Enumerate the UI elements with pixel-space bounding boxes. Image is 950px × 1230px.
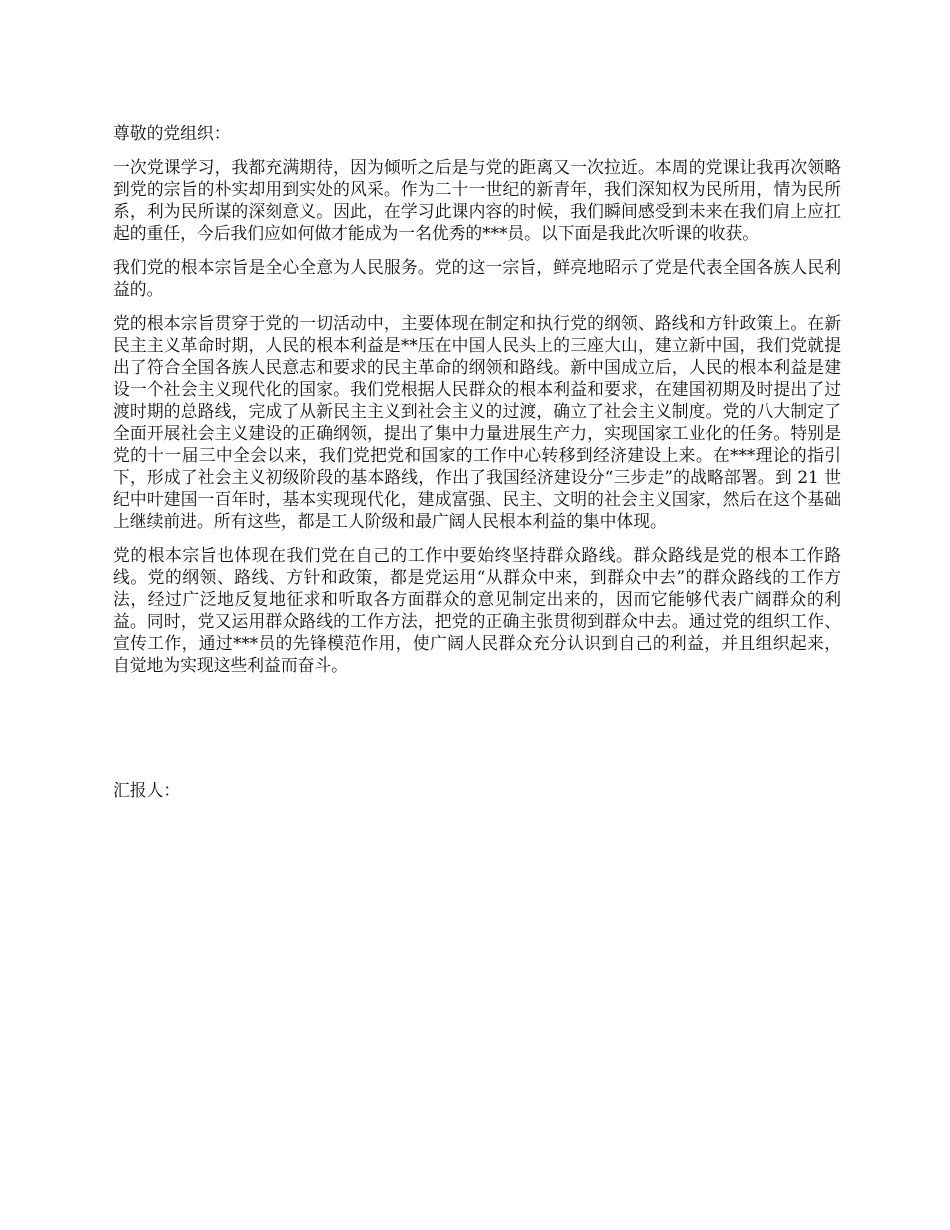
paragraph-history: 党的根本宗旨贯穿于党的一切活动中，主要体现在制定和执行党的纲领、路线和方针政策上。在新民主主义革命时期，人民的根本利益是**压在中国人民头上的三座大山，建立新中国，我们党就提出了符合全国各族人民意志和要求的民主革命的纲领和路线。新中国成立后，人民的根本利益是建设一个社会主义现代化的国家。我们党根据人民群众的根本利益和要求，在建国初期及时提出了过渡时期的总路线，完成了从新民主主义到社会主义的过渡，确立了社会主义制度。党的八大制定了全面开展社会主义建设的正确纲领，提出了集中力量进展生产力，实现国家工业化的任务。特别是党的十一届三中全会以来，我们党把党和国家的工作中心转移到经济建设上来。在***理论的指引下，形成了社会主义初级阶段的基本路线，作出了我国经济建设分“三步走”的战略部署。到 21 世纪中叶建国一百年时，基本实现现代化，建成富强、民主、文明的社会主义国家，然后在这个基础上继续前进。所有这些，都是工人阶级和最广阔人民根本利益的集中体现。: [113, 313, 841, 531]
paragraph-intro: 一次党课学习，我都充满期待，因为倾听之后是与党的距离又一次拉近。本周的党课让我再次领略到党的宗旨的朴实却用到实处的风采。作为二十一世纪的新青年，我们深知权为民所用，情为民所系，利为民所谋的深刻意义。因此，在学习此课内容的时候，我们瞬间感受到未来在我们肩上应扛起的重任，今后我们应如何做才能成为一名优秀的***员。以下面是我此次听课的收获。: [113, 157, 841, 243]
paragraph-purpose: 我们党的根本宗旨是全心全意为人民服务。党的这一宗旨，鲜亮地昭示了党是代表全国各族人民利益的。: [113, 257, 841, 299]
signature-line: 汇报人：: [113, 780, 181, 800]
paragraph-mass-line: 党的根本宗旨也体现在我们党在自己的工作中要始终坚持群众路线。群众路线是党的根本工作路线。党的纲领、路线、方针和政策，都是党运用“从群众中来，到群众中去”的群众路线的工作方法，经过广泛地反复地征求和听取各方面群众的意见制定出来的，因而它能够代表广阔群众的利益。同时，党又运用群众路线的工作方法，把党的正确主张贯彻到群众中去。通过党的组织工作、宣传工作，通过***员的先锋模范作用，使广阔人民群众充分认识到自己的利益，并且组织起来，自觉地为实现这些利益而奋斗。: [113, 545, 841, 675]
document-body: [113, 122, 841, 688]
salutation: 尊敬的党组织：: [113, 123, 231, 143]
